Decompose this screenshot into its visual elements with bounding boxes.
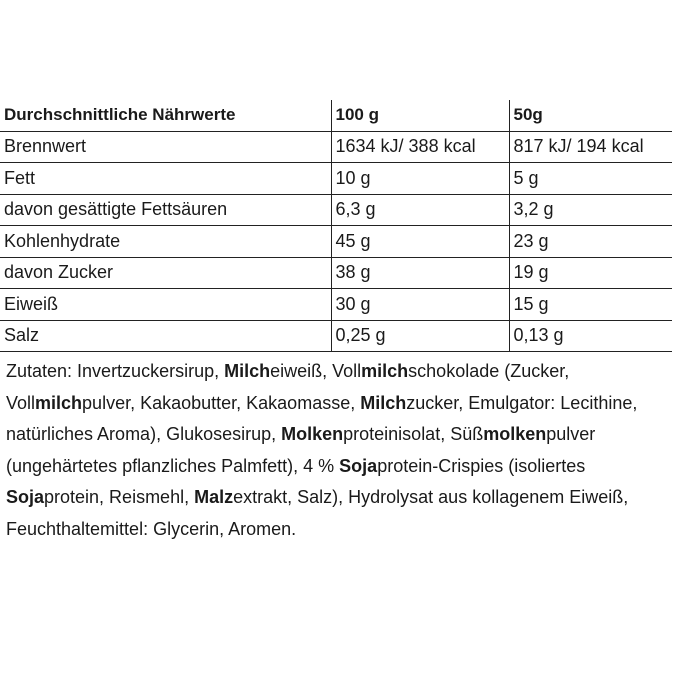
value-per-50g: 19 g: [509, 257, 672, 289]
table-row: [0, 320, 672, 352]
ingredient-segment: zucker, Emulgator: Lecithine, natürliches Aroma), Glukosesirup,: [6, 392, 638, 444]
table-row: [0, 289, 672, 321]
allergen-highlight: Soja: [339, 455, 378, 476]
nutrient-name: davon gesättigte Fettsäuren: [0, 194, 331, 226]
allergen-highlight: Milch: [224, 361, 271, 381]
table-row: [0, 226, 672, 258]
table-row: [0, 257, 672, 289]
allergen-highlight: Malz: [194, 487, 234, 507]
nutrition-table: [0, 100, 672, 352]
nutrient-name: Salz: [0, 320, 331, 352]
value-per-50g: 3,2 g: [509, 194, 672, 226]
allergen-highlight: molken: [483, 424, 547, 444]
allergen-highlight: milch: [361, 361, 409, 381]
ingredient-segment: proteinisolat, Süß: [343, 424, 484, 444]
nutrition-label: [0, 100, 672, 545]
ingredient-segment: protein-Crispies (isoliertes: [377, 455, 586, 476]
table-row: [0, 194, 672, 226]
value-per-50g: 15 g: [509, 289, 672, 321]
value-per-100g: 30 g: [331, 289, 509, 321]
value-per-100g: 0,25 g: [331, 320, 509, 352]
value-per-100g: 38 g: [331, 257, 509, 289]
value-per-100g: 1634 kJ/ 388 kcal: [331, 131, 509, 163]
allergen-highlight: Milch: [360, 392, 407, 413]
table-header-row: [0, 100, 672, 131]
value-per-50g: 817 kJ/ 194 kcal: [509, 131, 672, 163]
nutrient-name: Brennwert: [0, 131, 331, 163]
table-row: [0, 163, 672, 195]
header-per-100g: 100 g: [331, 100, 509, 131]
ingredient-segment: pulver (ungehärtetes pflanzliches Palmfett), 4 %: [6, 424, 596, 476]
ingredient-segment: protein, Reismehl,: [44, 487, 195, 507]
header-per-50g: 50g: [509, 100, 672, 131]
nutrient-name: Fett: [0, 163, 331, 195]
ingredient-segment: schokolade (Zucker, Voll: [6, 361, 570, 413]
header-nutrient: Durchschnittliche Nährwerte: [0, 100, 331, 131]
nutrient-name: davon Zucker: [0, 257, 331, 289]
nutrient-name: Eiweiß: [0, 289, 331, 321]
table-row: [0, 131, 672, 163]
ingredient-segment: Zutaten: Invertzuckersirup,: [6, 361, 225, 381]
ingredient-segment: eiweiß, Voll: [270, 361, 362, 381]
value-per-50g: 5 g: [509, 163, 672, 195]
nutrient-name: Kohlenhydrate: [0, 226, 331, 258]
ingredient-segment: extrakt, Salz), Hydrolysat aus kollagenem Eiweiß, Feuchthaltemittel: Glycerin, Aromen.: [6, 487, 629, 539]
value-per-50g: 0,13 g: [509, 320, 672, 352]
value-per-100g: 6,3 g: [331, 194, 509, 226]
value-per-50g: 23 g: [509, 226, 672, 258]
value-per-100g: 45 g: [331, 226, 509, 258]
allergen-highlight: Molken: [281, 424, 344, 444]
allergen-highlight: Soja: [6, 487, 45, 507]
ingredients-text: [0, 352, 676, 545]
ingredient-segment: pulver, Kakaobutter, Kakaomasse,: [82, 392, 361, 413]
value-per-100g: 10 g: [331, 163, 509, 195]
allergen-highlight: milch: [35, 392, 83, 413]
